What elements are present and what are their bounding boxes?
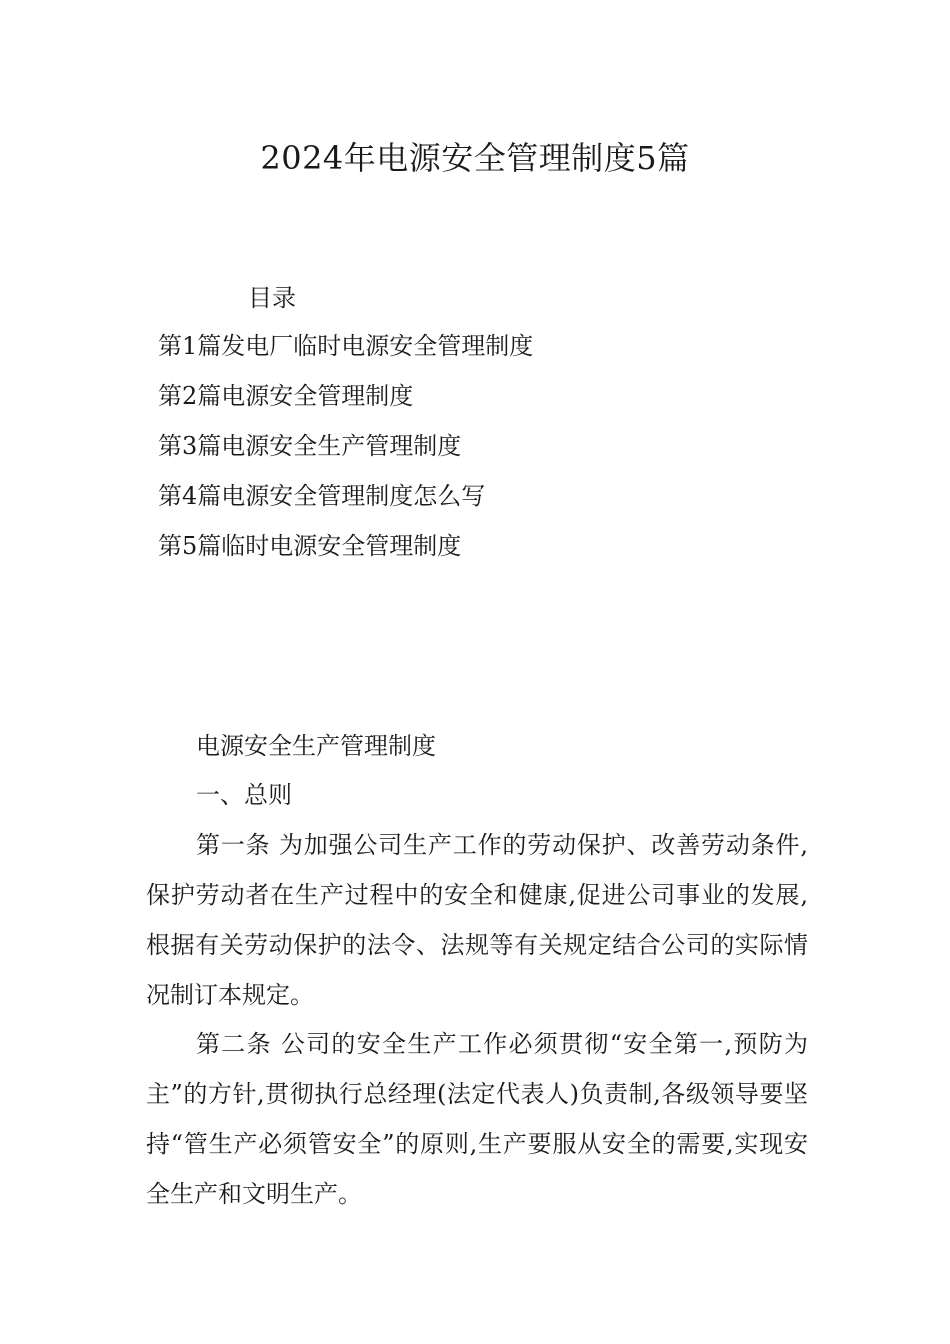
toc-item[interactable]: 第1篇发电厂临时电源安全管理制度 <box>158 332 534 360</box>
toc-item[interactable]: 第5篇临时电源安全管理制度 <box>158 532 462 560</box>
toc-list <box>158 330 533 580</box>
toc-item[interactable]: 第3篇电源安全生产管理制度 <box>158 432 462 460</box>
chapter-heading: 一、总则 <box>196 781 292 809</box>
document-title: 2024年电源安全管理制度5篇 <box>260 139 690 177</box>
section-title: 电源安全生产管理制度 <box>196 732 436 760</box>
toc-heading: 目录 <box>248 284 296 312</box>
toc-item[interactable]: 第2篇电源安全管理制度 <box>158 382 414 410</box>
article-paragraph: 第二条 公司的安全生产工作必须贯彻“安全第一,预防为主”的方针,贯彻执行总经理(法定代表人)负责制,各级领导要坚持“管生产必须管安全”的原则,生产要服从安全的需要,实现安全生产和文明生产。 <box>146 1030 808 1208</box>
toc-item[interactable]: 第4篇电源安全管理制度怎么写 <box>158 482 486 510</box>
article-paragraph: 第一条 为加强公司生产工作的劳动保护、改善劳动条件,保护劳动者在生产过程中的安全和健康,促进公司事业的发展,根据有关劳动保护的法令、法规等有关规定结合公司的实际情况制订本规定。 <box>146 831 808 1009</box>
